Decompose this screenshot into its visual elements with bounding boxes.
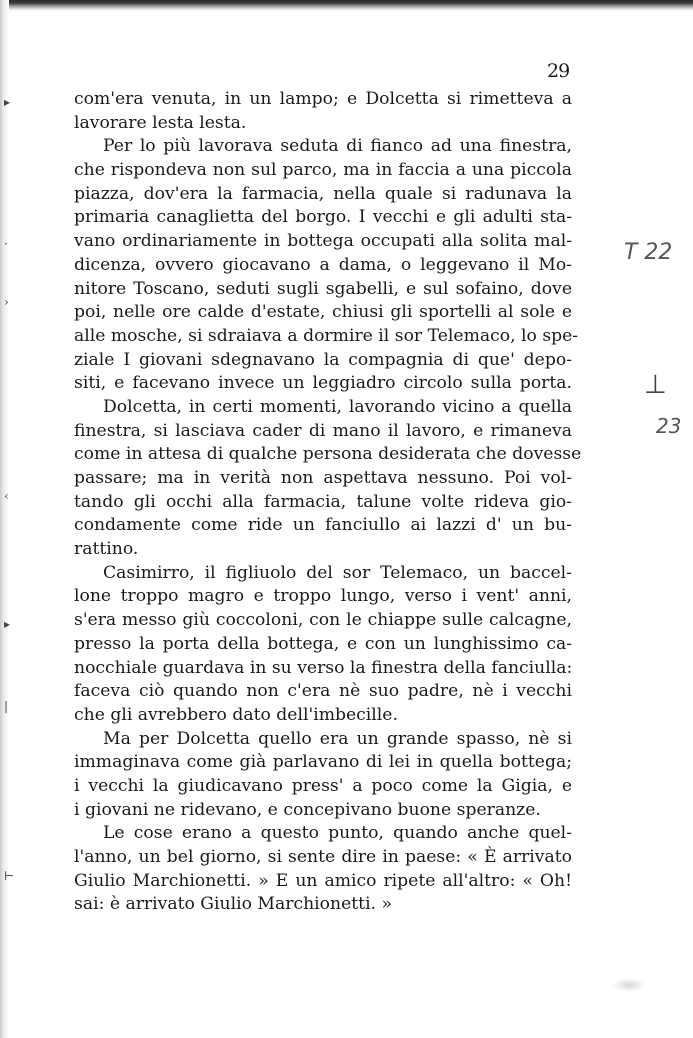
text-line: che rispondeva non sul parco, ma in faccia a una piccola [74,160,572,181]
text-line: rattino. [74,539,139,560]
text-line: Per lo più lavorava seduta di fianco ad una finestra, [103,136,572,157]
text-line: piazza, dov'era la farmacia, nella quale si radunava la [74,183,572,204]
binding-mark: ⊢ [4,869,15,883]
text-line: alle mosche, si sdraiava a dormire il sor Telemaco, lo spe- [74,325,579,346]
text-line: presso la porta della bottega, e con un lunghissimo ca- [74,633,572,654]
text-line: sai: è arrivato Giulio Marchionetti. » [74,894,393,915]
binding-mark: ‹ [4,489,9,503]
text-line: tando gli occhi alla farmacia, talune volte rideva gio- [74,491,572,512]
text-line: lavorare lesta lesta. [74,112,247,133]
text-line: Dolcetta, in certi momenti, lavorando vicino a quella [103,396,572,417]
text-line: Ma per Dolcetta quello era un grande spasso, nè si [103,728,572,749]
text-line: faceva ciò quando non c'era nè suo padre, nè i vecchi [74,681,572,702]
text-line: condamente come ride un fanciullo ai lazzi d' un bu- [74,515,572,536]
text-line: s'era messo giù coccoloni, con le chiappe sulle calcagne, [74,610,572,631]
binding-mark: ▸ [4,95,11,109]
binding-mark: · [4,237,8,251]
text-line: com'era venuta, in un lampo; e Dolcetta si rimetteva a [74,89,572,109]
page-number: 29 [547,60,570,82]
text-line: finestra, si lasciava cader di mano il lavoro, e rimaneva [74,420,572,441]
text-line: che gli avrebbero dato dell'imbecille. [74,704,398,725]
text-line: l'anno, un bel giorno, si sente dire in paese: « È arrivato [74,847,572,867]
paper-speck [612,978,646,992]
scan-top-edge [0,0,693,12]
text-line: vano ordinariamente in bottega occupati alla solita mal- [74,231,572,252]
text-line: siti, e facevano invece un leggiadro circolo sulla porta. [74,373,572,394]
margin-annotation: 23 [656,414,682,438]
body-text [74,88,582,917]
text-line: nitore Toscano, seduti sugli sgabelli, e sul sofaino, dove [74,278,572,299]
margin-annotation: ⊥ [644,370,667,400]
text-line: dicenza, ovvero giocavano a dama, o leggevano il Mo- [74,254,572,275]
text-line: come in attesa di qualche persona desiderata che dovesse [74,444,582,465]
text-line: primaria canaglietta del borgo. I vecchi e gli adulti sta- [74,207,572,228]
text-line: i giovani ne ridevano, e concepivano buone speranze. [74,799,541,820]
text-line: Le cose erano a questo punto, quando anche quel- [103,823,572,844]
margin-annotation: T 22 [624,240,673,265]
text-line: lone troppo magro e troppo lungo, verso i vent' anni, [74,586,572,607]
text-line: i vecchi la giudicavano press' a poco come la Gigia, e [74,775,572,796]
text-line: nocchiale guardava in su verso la finestra della fanciulla: [74,657,573,678]
text-line: poi, nelle ore calde d'estate, chiusi gli sportelli al sole e [74,302,572,323]
text-line: ziale I giovani sdegnavano la compagnia di que' depo- [74,349,572,370]
text-line: passare; ma in verità non aspettava nessuno. Poi vol- [74,468,572,488]
binding-mark: › [4,295,9,309]
binding-mark: ▸ [4,617,11,631]
text-line: Giulio Marchionetti. » E un amico ripete all'altro: « Oh! [74,870,572,891]
text-line: Casimirro, il figliuolo del sor Telemaco, un baccel- [103,562,572,583]
text-line: immaginava come già parlavano di lei in quella bottega; [74,752,572,773]
binding-mark: | [4,699,9,713]
